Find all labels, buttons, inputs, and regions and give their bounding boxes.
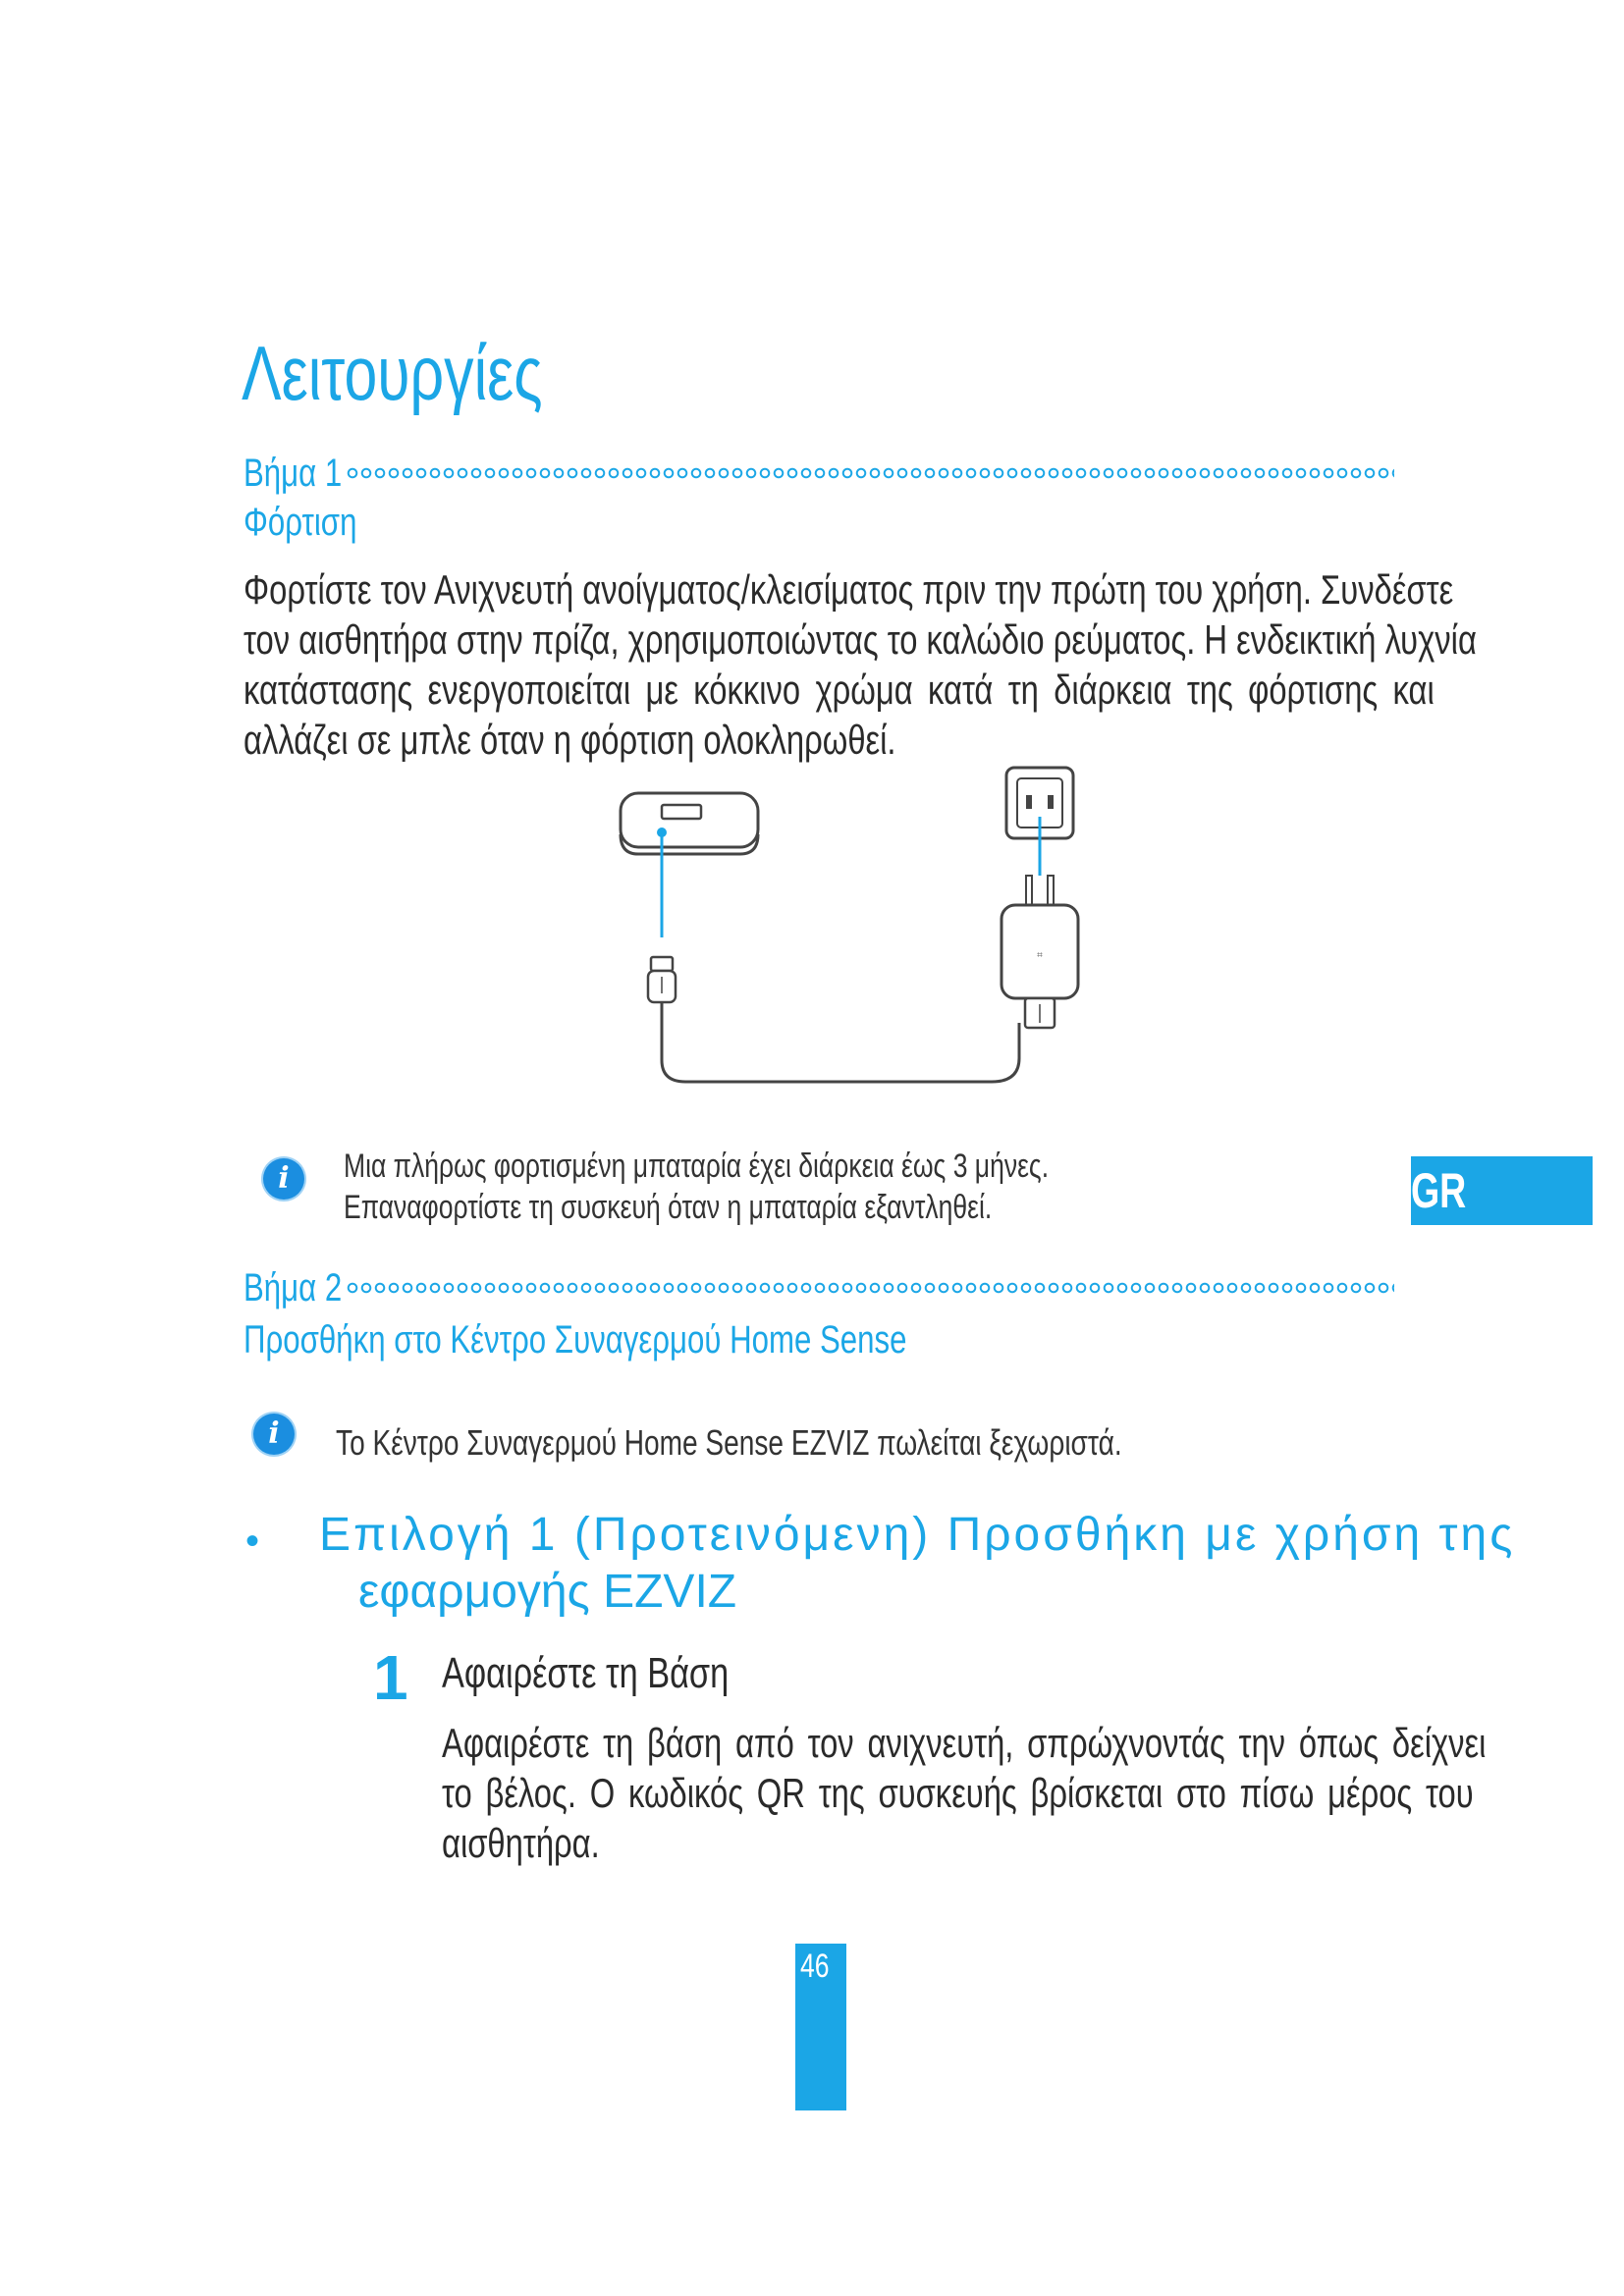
info-icon: i — [263, 1158, 304, 1200]
charging-illustration — [609, 766, 1119, 1119]
step-2-note: Το Κέντρο Συναγερμού Home Sense EZVIZ πωλείται ξεχωριστά. — [336, 1422, 1122, 1463]
substep-heading: Αφαιρέστε τη Βάση — [442, 1649, 730, 1697]
substep-paragraph-line: αισθητήρα. — [442, 1820, 600, 1866]
step-1-divider — [346, 464, 1394, 482]
paragraph-line: Φορτίστε τον Ανιχνευτή ανοίγματος/κλεισίματος πριν την πρώτη του χρήση. Συνδέστε — [244, 566, 1454, 613]
option-1-title-line-2: εφαρμογής EZVIZ — [358, 1566, 737, 1618]
substep-number: 1 — [373, 1642, 408, 1713]
step-1-note-line: Μια πλήρως φορτισμένη μπαταρία έχει διάρκεια έως 3 μήνες. — [344, 1148, 1050, 1185]
step-2-divider — [346, 1279, 1394, 1297]
language-tab — [1411, 1156, 1593, 1225]
sensor-device-icon — [621, 793, 758, 854]
svg-text:⌗: ⌗ — [1037, 950, 1043, 961]
step-2-subtitle: Προσθήκη στο Κέντρο Συναγερμού Home Sense — [244, 1318, 907, 1362]
step-2-label: Βήμα 2 — [244, 1266, 343, 1309]
language-tab-label: GR — [1411, 1163, 1467, 1218]
page-title: Λειτουργίες — [242, 330, 543, 416]
option-1-title-line-1: Επιλογή 1 (Προτεινόμενη) Προσθήκη με χρήση της — [319, 1509, 1516, 1561]
substep-paragraph-line: Αφαιρέστε τη βάση από τον ανιχνευτή, σπρώχνοντάς την όπως δείχνει — [442, 1720, 1487, 1766]
micro-usb-plug-icon — [648, 957, 676, 1002]
paragraph-line: αλλάζει σε μπλε όταν η φόρτιση ολοκληρωθεί. — [244, 717, 896, 763]
bullet: • — [245, 1520, 260, 1563]
paragraph-line: κατάστασης ενεργοποιείται με κόκκινο χρώμα κατά τη διάρκεια της φόρτισης και — [244, 667, 1435, 713]
page-number: 46 — [800, 1948, 830, 1985]
substep-paragraph-line: το βέλος. Ο κωδικός QR της συσκευής βρίσκεται στο πίσω μέρος του — [442, 1770, 1474, 1816]
info-icon: i — [253, 1414, 295, 1455]
step-1-note-line: Επαναφορτίστε τη συσκευή όταν η μπαταρία εξαντληθεί. — [344, 1189, 993, 1226]
paragraph-line: τον αισθητήρα στην πρίζα, χρησιμοποιώντας το καλώδιο ρεύματος. Η ενδεικτική λυχνία — [244, 616, 1477, 663]
power-adapter-icon — [1001, 905, 1078, 1028]
step-1-label: Βήμα 1 — [244, 452, 343, 495]
step-1-subtitle: Φόρτιση — [244, 501, 357, 544]
